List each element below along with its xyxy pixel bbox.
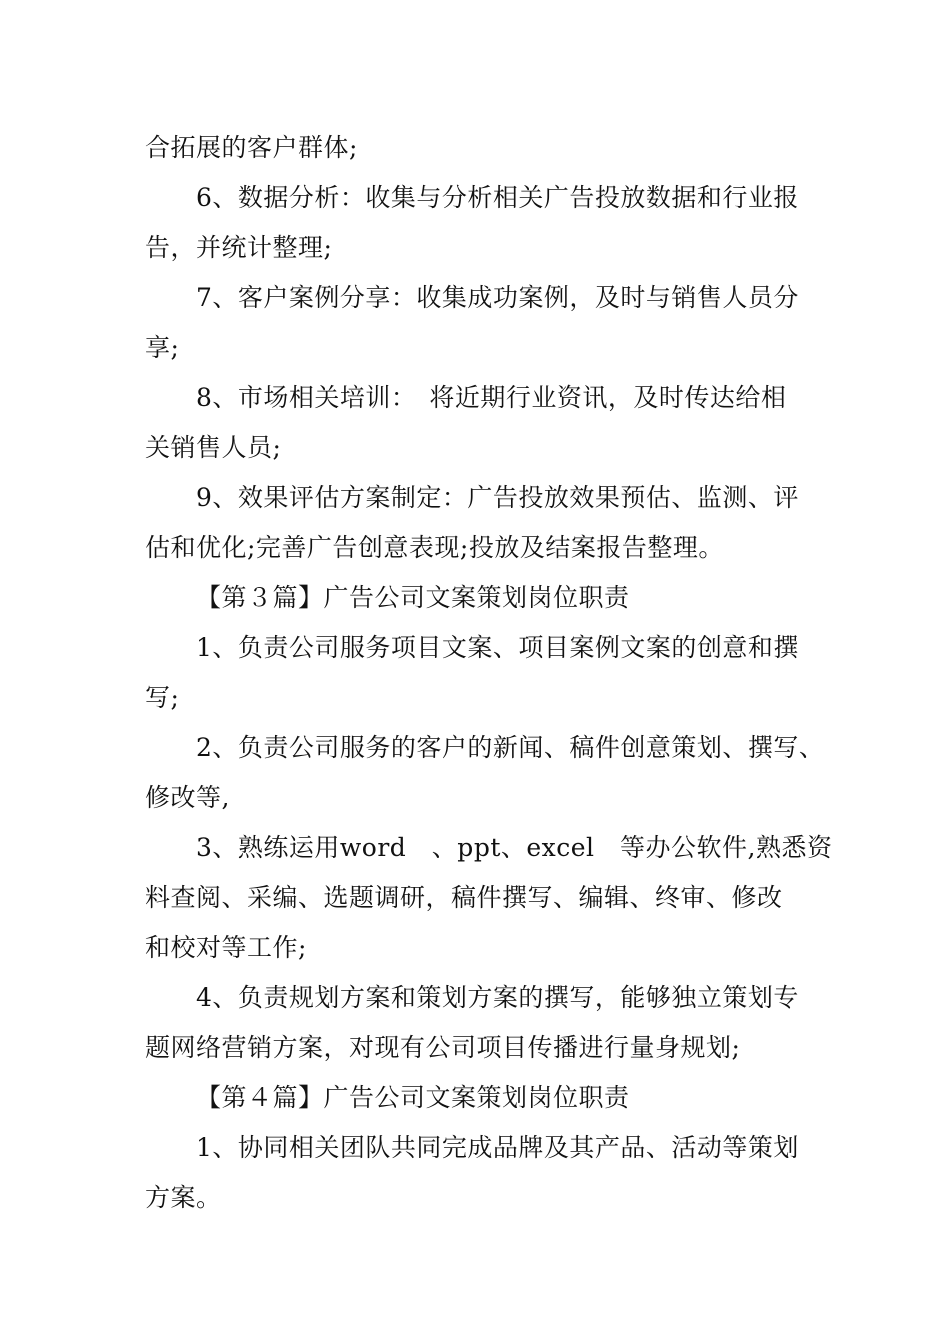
text-line: 料查阅、采编、选题调研，稿件撰写、编辑、终审、修改 [145, 883, 783, 912]
text-line: 和校对等工作; [145, 933, 307, 962]
text-line: 题网络营销方案，对现有公司项目传播进行量身规划; [145, 1033, 741, 1062]
text-line: 合拓展的客户群体; [145, 133, 358, 162]
list-item-9: 9、效果评估方案制定：广告投放效果预估、监测、评 [196, 483, 799, 512]
text-line: 告，并统计整理; [145, 233, 333, 262]
text-line: 享; [145, 333, 180, 362]
section-heading-3: 【第３篇】广告公司文案策划岗位职责 [196, 583, 630, 612]
list-item-8: 8、市场相关培训： 将近期行业资讯，及时传达给相 [196, 383, 787, 412]
section-heading-4: 【第４篇】广告公司文案策划岗位职责 [196, 1083, 630, 1112]
list-item-1: 1、协同相关团队共同完成品牌及其产品、活动等策划 [196, 1133, 799, 1162]
list-item-1: 1、负责公司服务项目文案、项目案例文案的创意和撰 [196, 633, 799, 662]
list-item-6: 6、数据分析：收集与分析相关广告投放数据和行业报 [196, 183, 799, 212]
text-line: 关销售人员; [145, 433, 282, 462]
text-line: 估和优化;完善广告创意表现;投放及结案报告整理。 [145, 533, 724, 562]
text-line: 方案。 [145, 1183, 222, 1212]
list-item-4: 4、负责规划方案和策划方案的撰写，能够独立策划专 [196, 983, 799, 1012]
list-item-3: 3、熟练运用word 、ppt、excel 等办公软件,熟悉资 [196, 833, 833, 862]
list-item-7: 7、客户案例分享：收集成功案例，及时与销售人员分 [196, 283, 799, 312]
list-item-2: 2、负责公司服务的客户的新闻、稿件创意策划、撰写、 [196, 733, 825, 762]
text-line: 修改等, [145, 783, 230, 812]
text-line: 写; [145, 683, 180, 712]
